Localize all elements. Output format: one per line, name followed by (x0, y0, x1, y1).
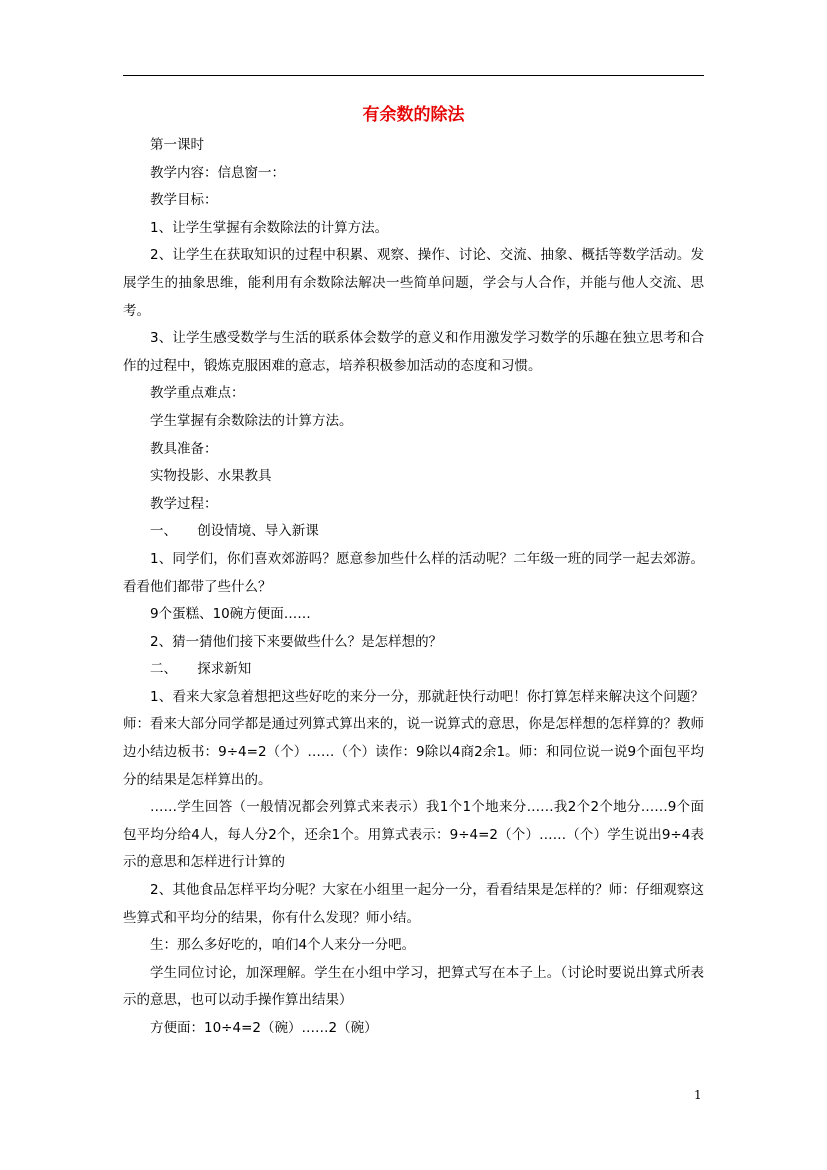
paragraph-step-2-2: 2、其他食品怎样平均分呢？大家在小组里一起分一分，看看结果是怎样的？师：仔细观察这些算式和平均分的结果，你有什么发现？师小结。 (123, 882, 704, 926)
paragraph-section-1: 一、 创设情境、导入新课 (150, 523, 319, 540)
paragraph-items: 9个蛋糕、10碗方便面…… (150, 606, 311, 623)
paragraph-student-answer: ……学生回答（一般情况都会列算式来表示）我1个1个地来分……我2个2个地分……9个面包平均分给4人，每人分2个，还余1个。用算式表示：9÷4=2（个）……（个）学生说出9÷4表示的意思和怎样进行计算的 (123, 799, 704, 871)
paragraph-step-1-2: 2、猜一猜他们接下来要做些什么？是怎样想的？ (150, 633, 443, 650)
paragraph-process-heading: 教学过程： (150, 495, 218, 512)
paragraph-step-1-1: 1、同学们，你们喜欢郊游吗？愿意参加些什么样的活动呢？二年级一班的同学一起去郊游。看看他们都带了些什么？ (123, 550, 704, 595)
paragraph-student-line: 生：那么多好吃的，咱们4个人来分一分吧。 (150, 937, 416, 954)
paragraph-group-discussion: 学生同位讨论，加深理解。学生在小组中学习，把算式写在本子上。（讨论时要说出算式所表示的意思，也可以动手操作算出结果） (123, 964, 704, 1009)
header-rule (123, 75, 704, 76)
paragraph-noodles-equation: 方便面：10÷4=2（碗）……2（碗） (150, 1020, 378, 1036)
paragraph-goal-2: 2、让学生在获取知识的过程中积累、观察、操作、讨论、交流、抽象、概括等数学活动。发展学生的抽象思维，能利用有余数除法解决一些简单问题，学会与人合作，并能与他人交流、思考。 (123, 247, 704, 319)
page-number: 1 (694, 1088, 702, 1102)
paragraph-goal-1: 1、让学生掌握有余数除法的计算方法。 (150, 219, 389, 236)
paragraph-materials: 实物投影、水果教具 (150, 468, 272, 485)
paragraph-lesson-period: 第一课时 (150, 137, 204, 153)
paragraph-materials-heading: 教具准备： (150, 440, 218, 457)
paragraph-teaching-goals-heading: 教学目标： (150, 192, 218, 209)
paragraph-goal-3: 3、让学生感受数学与生活的联系体会数学的意义和作用激发学习数学的乐趣在独立思考和合作的过程中，锻炼克服困难的意志，培养积极参加活动的态度和习惯。 (123, 330, 704, 374)
paragraph-step-2-1: 1、看来大家急着想把这些好吃的来分一分，那就赶快行动吧！你打算怎样来解决这个问题？师：看来大部分同学都是通过列算式算出来的，说一说算式的意思，你是怎样想的怎样算的？教师边小结边板书：9÷4=2（个）……（个）读作：9除以4商2余1。师：和同位说一说9个面包平均分的结果是怎样算出的。 (123, 688, 704, 788)
paragraph-key-points-heading: 教学重点难点： (150, 385, 245, 402)
document-body (123, 132, 704, 1043)
paragraph-key-points: 学生掌握有余数除法的计算方法。 (150, 412, 353, 429)
paragraph-teaching-content: 教学内容：信息窗一： (150, 164, 285, 181)
document-title: 有余数的除法 (362, 105, 465, 125)
paragraph-section-2: 二、 探求新知 (150, 661, 252, 678)
